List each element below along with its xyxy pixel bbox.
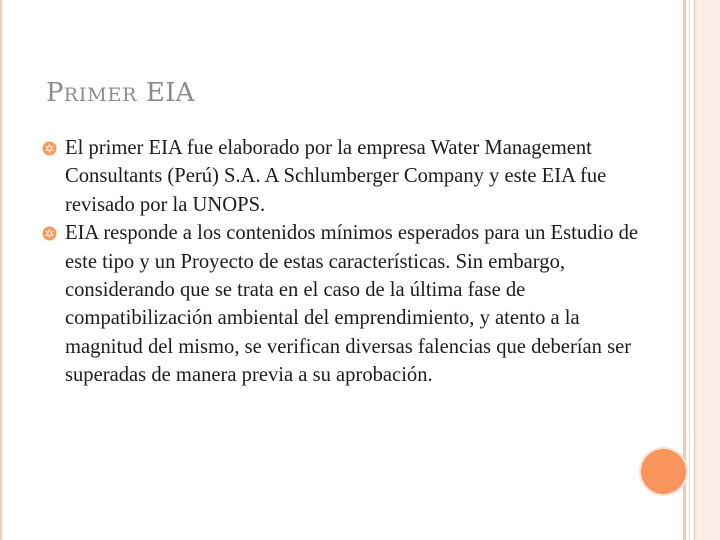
bullet-text: El primer EIA fue elaborado por la empresa Water Management Consultants (Perú) S.A. A Schlumberger Company y este EIA fue revisado por la UNOPS. xyxy=(65,137,607,216)
title-first-letter: P xyxy=(46,78,64,108)
title-rest: EIA xyxy=(137,78,195,108)
frame-side-stripe xyxy=(694,0,720,540)
decorative-circle xyxy=(641,449,686,494)
bullet-text: EIA responde a los contenidos mínimos esperados para un Estudio de este tipo y un Proyecto de estas características. Sin embargo, considerando que se trata en el caso de la última fase de compatibilización ambiental del emprendimiento, y atento a la magnitud del mismo, se verifican diversas falencias que deberían ser superadas de manera previa a su aprobación. xyxy=(65,222,639,387)
bullet-item xyxy=(42,134,642,219)
slide-title xyxy=(46,78,195,108)
frame-rule xyxy=(683,0,686,540)
flower-bullet-icon xyxy=(42,226,57,241)
frame-rule xyxy=(689,0,690,540)
flower-bullet-icon xyxy=(42,141,57,156)
slide-content xyxy=(42,134,642,390)
bullet-item xyxy=(42,219,642,389)
title-small-caps: RIMER xyxy=(63,84,138,106)
